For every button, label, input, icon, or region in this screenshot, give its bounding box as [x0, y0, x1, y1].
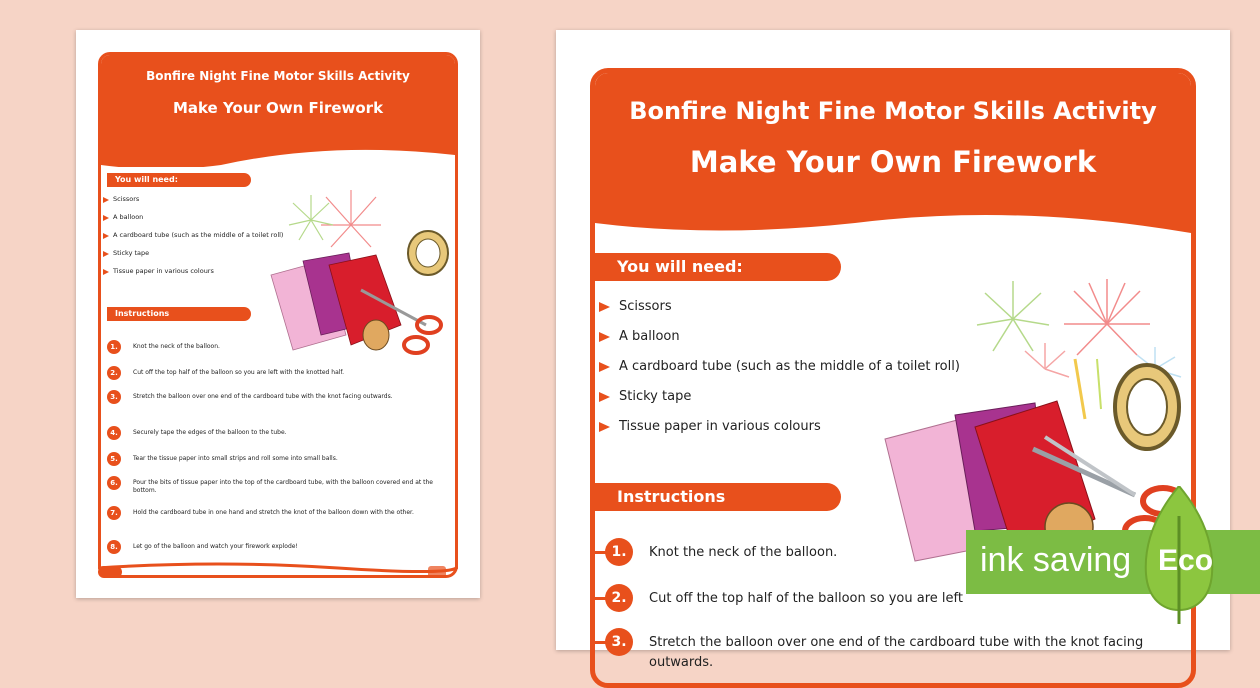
material-item: Tissue paper in various colours	[113, 267, 214, 275]
material-item: Tissue paper in various colours	[619, 419, 821, 434]
material-item: Scissors	[619, 299, 672, 314]
worksheet-frame: Bonfire Night Fine Motor Skills Activity Make Your Own Firework You will need: Scissors A balloon A cardboard tube (such as the middle of a toilet roll) Sticky tape Tissue paper in various colours Instructions 1. Knot the neck of the balloon. 2. Cut off the top half of the balloon so you are left with the knotted half. 3. Stretch the balloon over one end of the cardboard tube with the knot facing outwards. 4. Securely tape the edges of the balloon to the tube. 5. Tear the tissue paper into small strips and roll some into small balls. 6. Pour the bits of tissue paper into the top of the cardboard tube, with the balloon covered end at the bottom. 7. Hold the cardboard tube in one hand and stretch the knot of the balloon down with the other. 8. Let go of the balloon and watch your firework explode!	[98, 52, 458, 578]
instructions-heading-large: Instructions	[595, 483, 841, 511]
material-item: Sticky tape	[113, 249, 150, 257]
material-item: A balloon	[113, 213, 144, 221]
material-item: A balloon	[619, 329, 680, 344]
publisher-logo	[98, 566, 122, 578]
ink-saving-badge[interactable]	[966, 530, 1260, 594]
instructions-heading: Instructions	[107, 307, 251, 321]
materials-heading-large: You will need:	[595, 253, 841, 281]
eco-label: Eco	[1158, 544, 1214, 577]
material-item: A cardboard tube (such as the middle of a toilet roll)	[619, 359, 960, 374]
title-line-1: Bonfire Night Fine Motor Skills Activity	[146, 69, 410, 83]
title-line-2: Make Your Own Firework	[172, 99, 384, 117]
material-item: Scissors	[113, 195, 140, 203]
title-line-1-large: Bonfire Night Fine Motor Skills Activity	[629, 97, 1157, 125]
footer-emblem	[428, 566, 446, 578]
ink-saving-label: ink saving	[980, 541, 1132, 579]
craft-materials-illustration-large	[845, 269, 1191, 569]
worksheet-frame-large: Bonfire Night Fine Motor Skills Activity Make Your Own Firework You will need: Scissors A balloon A cardboard tube (such as the middle of a toilet roll) Sticky tape Tissue paper in various colours Instructions 1. Knot the neck of the balloon. 2. Cut off the top half of the balloon so you are left 3. Stretch the balloon over one end of the cardboard tube with the knot facing outwards.	[590, 68, 1196, 688]
material-item: A cardboard tube (such as the middle of a toilet roll)	[113, 231, 284, 239]
worksheet-preview-small[interactable]	[76, 30, 480, 598]
title-line-2-large: Make Your Own Firework	[689, 145, 1097, 179]
craft-materials-illustration	[251, 185, 451, 360]
footer-wave	[98, 558, 458, 580]
materials-heading: You will need:	[107, 173, 251, 187]
material-item: Sticky tape	[619, 389, 692, 404]
